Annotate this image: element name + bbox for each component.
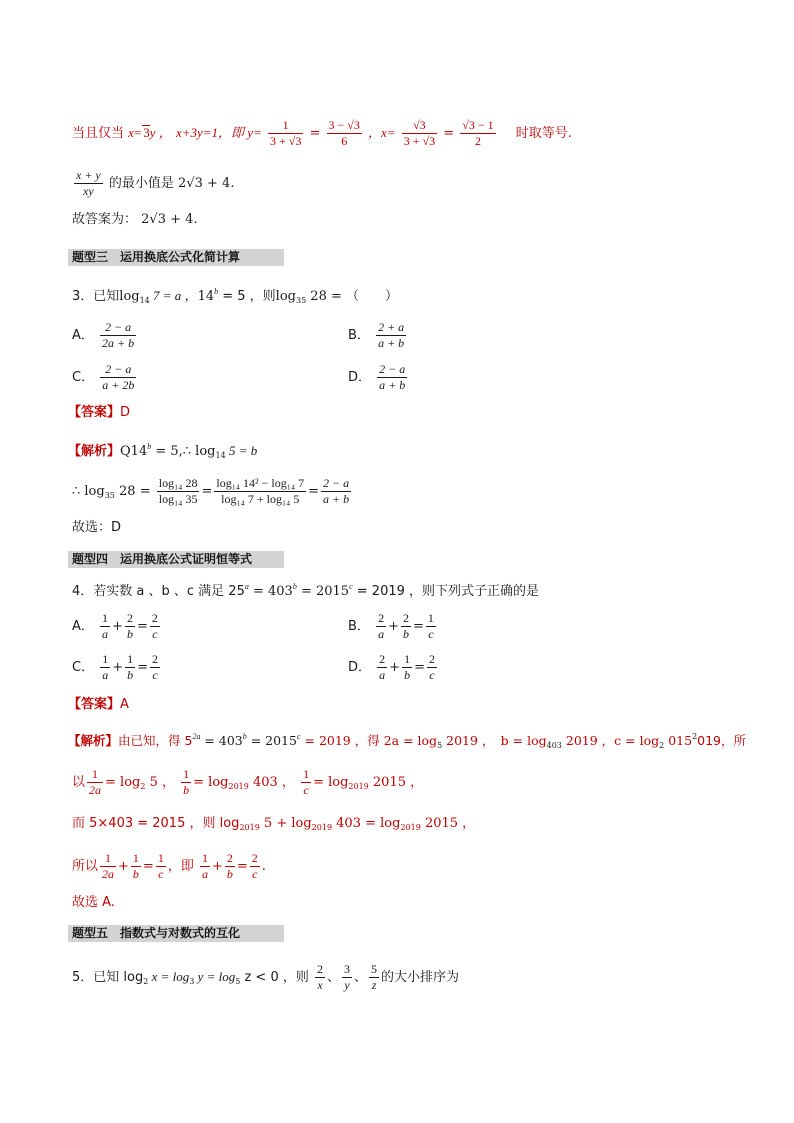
sub: 5 [235, 977, 241, 986]
num: 3 [344, 962, 351, 976]
label: A． [72, 619, 94, 634]
value: 2√3 + 4 [178, 176, 231, 191]
sep: 、 [354, 970, 368, 985]
tag: 【解析】 [68, 733, 119, 748]
text: 4．若实数 a 、b 、c 满足 25 [72, 584, 245, 599]
option-d[interactable] [348, 362, 409, 393]
solution-line-equality-condition [72, 118, 572, 149]
text: = 2019 ，得 2a = log [300, 733, 438, 748]
den: b [183, 783, 190, 797]
sub: 403 [546, 741, 562, 750]
num: 2 [317, 962, 323, 976]
solution-line-min-value [72, 168, 234, 199]
text: 而 5×403 = 2015 ，则 log [72, 816, 240, 831]
option-a[interactable]: A． $\frac{1}{a}$ + $\frac{2}{b}$ = $\frac{2}{c}$ [72, 611, 158, 641]
option-a[interactable] [72, 320, 138, 351]
text: ，即 [167, 859, 194, 874]
den: a [201, 867, 208, 881]
question-3-analysis-derivation [72, 476, 353, 507]
num: log₁₄ 28 [158, 476, 198, 490]
fraction [150, 611, 160, 642]
text: 3．已知 [72, 289, 120, 304]
sub: 2 [143, 977, 149, 986]
label: C． [72, 660, 95, 675]
sub: 2 [659, 741, 665, 750]
den: b [402, 627, 409, 641]
sup: b [214, 287, 219, 296]
var-x: x [128, 125, 134, 140]
sup: 2 [692, 732, 698, 741]
value: 2√3 + 4 [141, 212, 194, 227]
end: . [193, 212, 198, 227]
den: z [371, 978, 377, 992]
tag: 【解析】 [68, 444, 121, 459]
sub: 35 [295, 296, 307, 305]
label: B． [348, 619, 370, 634]
text: 5 + log [259, 816, 312, 831]
eq: = [308, 484, 320, 499]
num: 2 − a [100, 320, 136, 336]
num: 1 [303, 767, 310, 781]
fraction [342, 962, 352, 993]
fraction [268, 118, 303, 149]
den: log₁₄ 35 [158, 492, 198, 506]
den: x [317, 978, 323, 992]
section-title-4: 题型四 运用换底公式证明恒等式 [68, 551, 284, 568]
text: 的最小值是 [108, 176, 174, 191]
den: a + b [378, 336, 405, 350]
num: 2 + a [378, 320, 405, 334]
sub: 2019 [228, 782, 249, 791]
eq2: x+3y=1，即 y= [175, 125, 262, 140]
den: 2a + b [102, 336, 135, 350]
text: 故答案为： [72, 212, 138, 227]
num: 2 [151, 611, 158, 625]
option-c[interactable] [72, 362, 138, 393]
sup: b [147, 442, 152, 451]
den: b [132, 867, 139, 881]
sub: 2019 [239, 823, 260, 832]
label: D． [348, 660, 372, 675]
sep: 、 [327, 970, 341, 985]
base: 14 [197, 289, 215, 304]
fraction [125, 652, 135, 683]
den: 3 + √3 [403, 134, 436, 148]
sup: b [242, 732, 247, 741]
label: C． [72, 370, 95, 385]
den: c [429, 668, 435, 682]
text: 所以 [72, 859, 99, 874]
sup: c [296, 732, 301, 741]
question-5-stem [72, 962, 459, 993]
fraction [200, 851, 210, 882]
text: 以 [72, 775, 86, 790]
text: z < 0 ，则 [240, 970, 309, 985]
den: a + b [323, 492, 350, 506]
log: log [275, 289, 296, 304]
sqrt: 3 [143, 125, 150, 140]
end: . [230, 176, 235, 191]
den: b [127, 668, 134, 682]
text: x = log [148, 969, 190, 984]
den: xy [83, 184, 94, 198]
fraction [156, 851, 166, 882]
sup: a [244, 582, 249, 591]
num: √3 [402, 118, 437, 134]
num: 1 [183, 767, 190, 781]
num: 2 [152, 652, 159, 666]
fraction [225, 851, 235, 882]
question-3-choose [72, 521, 121, 534]
fraction [74, 168, 103, 199]
text: 019，所 [697, 733, 747, 748]
num: 1 [102, 652, 109, 666]
num: 2 [402, 611, 409, 625]
fraction [100, 362, 136, 393]
eq: = [133, 125, 142, 140]
fraction [181, 767, 191, 798]
question-4-answer [68, 698, 129, 711]
option-d[interactable]: D． $\frac{2}{a}$ + $\frac{1}{b}$ = $\frac{2}{c}$ [348, 652, 435, 682]
cond: = 5 ，则 [218, 289, 276, 304]
text: = log [313, 775, 349, 790]
option-b[interactable]: B． $\frac{2}{a}$ + $\frac{2}{b}$ = $\frac{1}{c}$ [348, 611, 434, 641]
num: 1 [404, 652, 411, 666]
fraction [402, 652, 412, 683]
text: 的大小排序为 [381, 970, 460, 985]
question-3-analysis [68, 443, 257, 460]
den: a [378, 627, 385, 641]
num: 2 [251, 851, 258, 865]
den: 2a [89, 783, 102, 797]
text: 时取等号. [515, 126, 572, 141]
text: 由已知，得 5 [118, 733, 193, 748]
fraction [402, 118, 437, 149]
fraction [131, 851, 141, 882]
text: 28 = [114, 484, 151, 499]
text: 故选 A. [72, 895, 115, 910]
text: Q14 [120, 444, 148, 459]
num: 1 [87, 767, 103, 783]
num: 1 [100, 851, 116, 867]
text: 2019 ，c = log [561, 733, 660, 748]
den: b [126, 627, 133, 641]
den: log₁₄ 7 + log₁₄ 5 [221, 492, 300, 506]
fraction [377, 362, 407, 393]
text: 403 ， [248, 775, 295, 790]
fraction [100, 851, 116, 882]
fraction [369, 962, 379, 993]
x-label: ，x= [368, 125, 396, 140]
fraction [250, 851, 260, 882]
sub: 2 [140, 782, 146, 791]
text: = 5,∴ log [151, 444, 216, 459]
fraction [214, 476, 306, 507]
num: 3 − √3 [328, 118, 360, 132]
text: = log [105, 775, 141, 790]
fraction [125, 611, 135, 642]
den: c [428, 627, 434, 641]
den: c [152, 627, 158, 641]
text: 当且仅当 [72, 126, 125, 141]
fraction [460, 118, 495, 149]
sub: 2019 [400, 823, 421, 832]
text: = 2015 [246, 733, 297, 748]
num: 5 [371, 962, 378, 976]
eq: = [309, 126, 321, 141]
num: 2 − a [379, 362, 406, 376]
fraction [100, 611, 110, 642]
question-4-stem [72, 583, 539, 598]
question-4-analysis-line3 [72, 817, 475, 832]
answer: D [120, 405, 131, 420]
sub: 14 [215, 451, 226, 460]
den: a [102, 668, 109, 682]
den: b [404, 668, 411, 682]
text: = 2019 ，则下列式子正确的是 [352, 584, 540, 599]
fraction [157, 476, 200, 507]
fraction [426, 611, 436, 642]
den: 2 [474, 134, 481, 148]
fraction [327, 118, 362, 149]
text: 403 = log [332, 816, 401, 831]
question-4-choose [72, 896, 115, 909]
num: 1 [132, 851, 139, 865]
sup: b [292, 582, 297, 591]
sub: 14 [139, 296, 150, 305]
text: 故选：D [72, 520, 122, 535]
fraction [376, 320, 406, 351]
answer: A [120, 697, 129, 712]
tag: 【答案】 [68, 405, 121, 420]
num: 2 − a [100, 362, 136, 378]
text: 5 ， [145, 775, 175, 790]
num: 1 [127, 652, 134, 666]
question-4-analysis-line2 [72, 767, 423, 798]
sup: 2a [192, 732, 201, 741]
section-title-3: 题型三 运用换底公式化简计算 [68, 249, 284, 266]
num: 2 [379, 652, 386, 666]
question-3-answer [68, 406, 130, 419]
option-c[interactable]: C． $\frac{1}{a}$ + $\frac{1}{b}$ = $\frac{2}{c}$ [72, 652, 159, 682]
section-title-5: 题型五 指数式与对数式的互化 [68, 925, 284, 942]
cond: 7 = a ， [149, 288, 198, 303]
sub: 3 [189, 977, 195, 986]
option-b[interactable] [348, 320, 408, 351]
sub: 5 [437, 741, 443, 750]
text: 5 = b [225, 443, 258, 458]
den: 6 [341, 134, 348, 148]
sub: 2019 [348, 782, 369, 791]
num: 2 [226, 851, 233, 865]
text: 2019 ， b = log [442, 733, 547, 748]
num: 2 [126, 611, 133, 625]
target: 28 = （ ） [306, 289, 399, 304]
num: √3 − 1 [462, 118, 494, 132]
label: D． [348, 370, 372, 385]
den: 3 + √3 [269, 134, 302, 148]
fraction [427, 652, 437, 683]
fraction [401, 611, 411, 642]
fraction [376, 611, 386, 642]
math: x= 3y ， [128, 125, 172, 140]
fraction [100, 652, 110, 683]
fraction [87, 767, 103, 798]
num: 1 [102, 611, 109, 625]
num: log₁₄ 14² − log₁₄ 7 [216, 476, 305, 490]
question-4-analysis-line4: 所以 $\frac{1}{2a}$ + $\frac{1}{b}$ = $\frac{1}{c}$ ，即 $\frac{1}{a}$ + $\frac{2}{b}$ = $\frac{2}{c}$ . [72, 851, 266, 881]
num: 1 [268, 118, 303, 134]
den: b [226, 867, 233, 881]
label: A． [72, 328, 94, 343]
text: 2015 ， [368, 775, 424, 790]
num: 1 [157, 851, 164, 865]
den: c [252, 867, 258, 881]
fraction [150, 652, 160, 683]
text: = 403 [200, 733, 243, 748]
solution-line-answer [72, 213, 198, 226]
num: 2 − a [323, 476, 350, 490]
text: 5．已知 log [72, 970, 144, 985]
den: a + 2b [102, 378, 135, 392]
text: = 2015 [296, 584, 350, 599]
fraction [315, 962, 325, 993]
label: B． [348, 328, 370, 343]
num: 2 [378, 611, 385, 625]
sub: 2019 [311, 823, 333, 832]
question-4-analysis [68, 733, 746, 750]
den: y [344, 978, 350, 992]
num: 1 [201, 851, 208, 865]
den: a + b [379, 378, 406, 392]
text: 015 [664, 733, 693, 748]
den: c [152, 668, 158, 682]
den: c [158, 867, 164, 881]
text: 2015 ， [420, 816, 476, 831]
fraction [321, 476, 351, 507]
fraction [100, 320, 136, 351]
text: ∴ log [72, 484, 105, 499]
text: = log [193, 775, 229, 790]
num: 2 [428, 652, 435, 666]
text: = 403 [248, 584, 293, 599]
den: a [379, 668, 386, 682]
eq: = [443, 126, 455, 141]
sup: c [349, 582, 353, 591]
log: log [119, 289, 140, 304]
num: 1 [427, 611, 434, 625]
text: y = log [194, 969, 236, 984]
fraction [301, 767, 311, 798]
den: 2a [102, 867, 115, 881]
den: a [102, 627, 109, 641]
den: c [303, 783, 309, 797]
question-3-stem [72, 288, 398, 305]
fraction [377, 652, 387, 683]
sub: 35 [104, 491, 115, 500]
text: . [261, 859, 266, 874]
tag: 【答案】 [68, 697, 121, 712]
num: x + y [76, 168, 101, 182]
eq: = [201, 484, 213, 499]
